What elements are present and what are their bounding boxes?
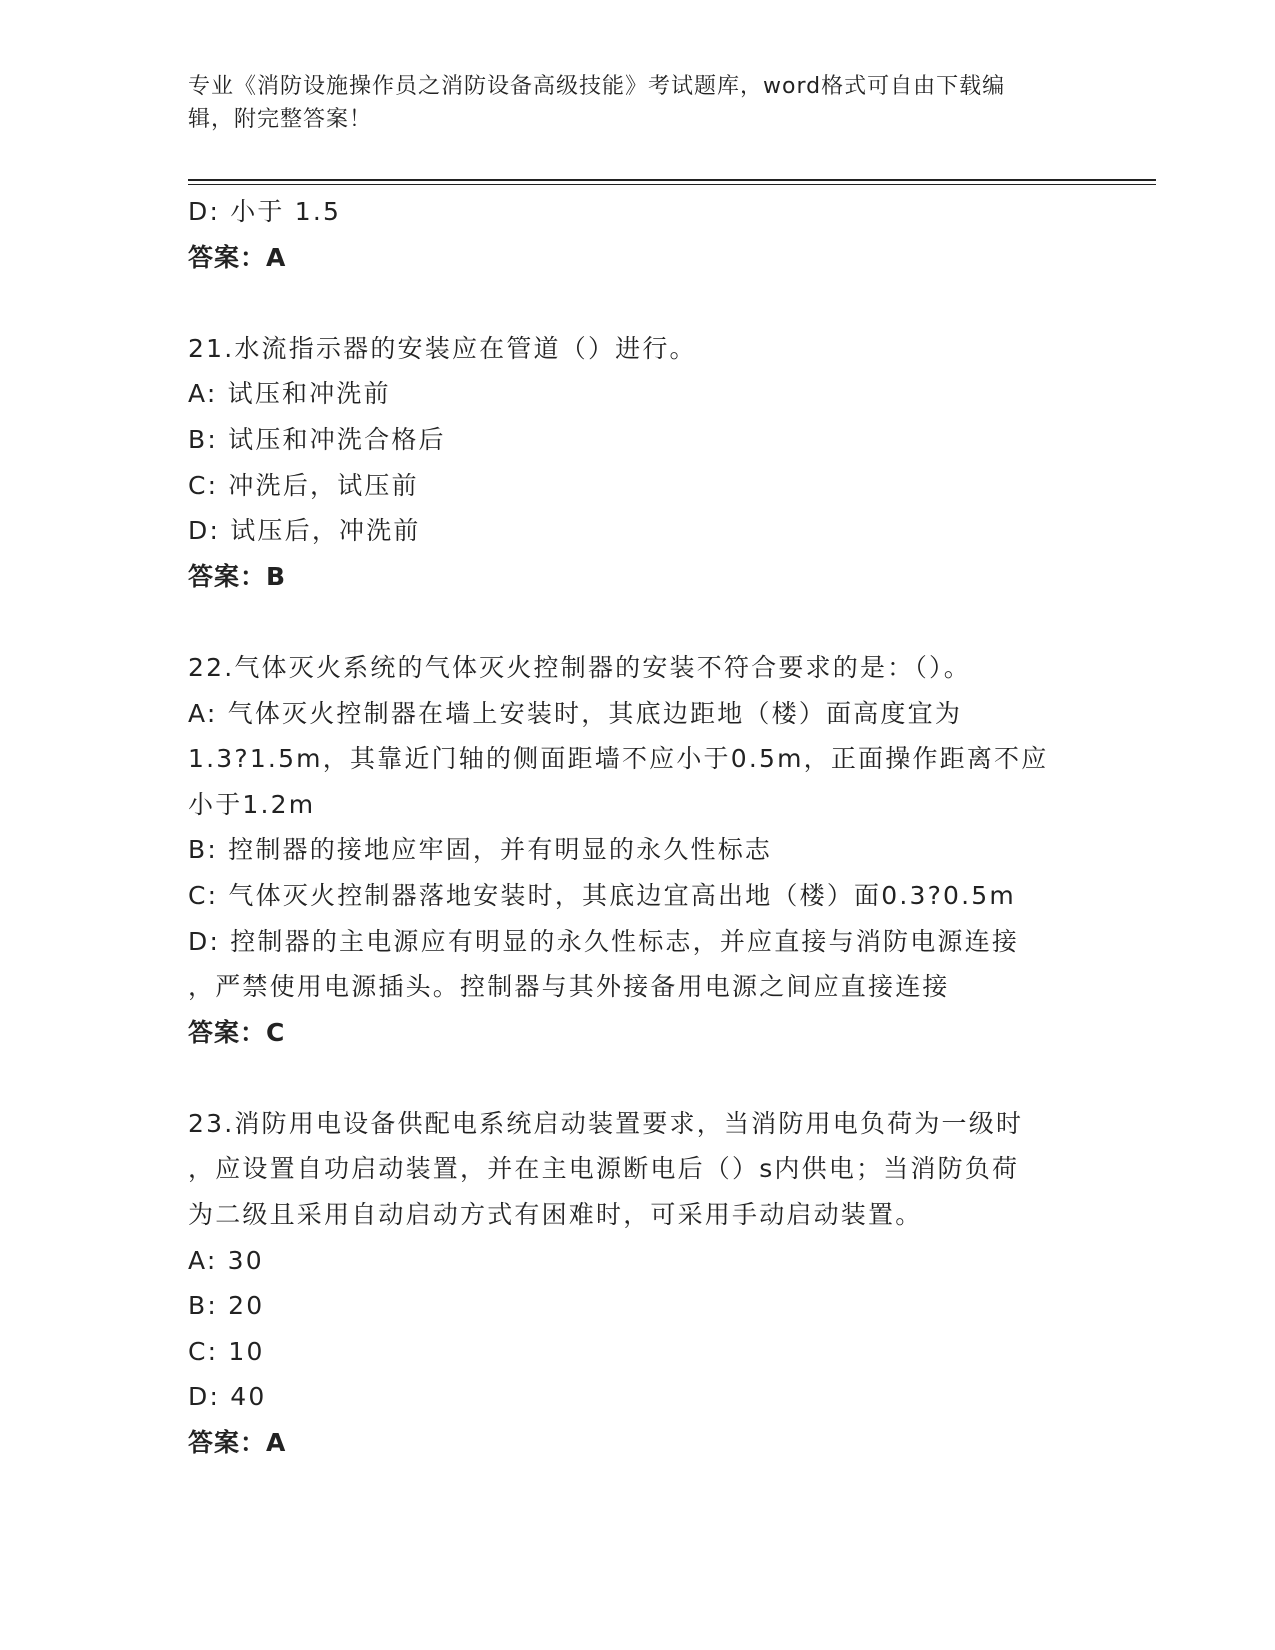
option-a: A: 气体灭火控制器在墙上安装时，其底边距地（楼）面高度宜为 (188, 698, 963, 728)
question-stem-continued: 为二级且采用自动启动方式有困难时，可采用手动启动装置。 (188, 1200, 923, 1230)
answer-line: 答案：B (188, 561, 287, 591)
spacer (188, 1055, 1088, 1101)
previous-question-tail (188, 189, 1088, 280)
question-22 (188, 645, 1088, 1055)
question-content (188, 189, 1088, 1466)
option-b: B: 控制器的接地应牢固，并有明显的永久性标志 (188, 835, 773, 865)
question-stem-continued: ，应设置自功启动装置，并在主电源断电后（）s内供电；当消防负荷 (188, 1154, 1020, 1184)
header-line: 专业《消防设施操作员之消防设备高级技能》考试题库，word格式可自由下载编 (188, 74, 1006, 99)
spacer (188, 280, 1088, 326)
option-c: C: 10 (188, 1336, 265, 1366)
option-d-continued: ，严禁使用电源插头。控制器与其外接备用电源之间应直接连接 (188, 972, 950, 1002)
header-divider (188, 179, 1156, 181)
header-divider-thin (188, 184, 1156, 185)
option-d: D: 控制器的主电源应有明显的永久性标志，并应直接与消防电源连接 (188, 926, 1020, 956)
question-23 (188, 1101, 1088, 1466)
option-d: D: 40 (188, 1382, 267, 1412)
spacer (188, 599, 1088, 645)
question-stem: 21.水流指示器的安装应在管道（）进行。 (188, 333, 697, 363)
answer-line: 答案：C (188, 1017, 286, 1047)
option-a-continued: 小于1.2m (188, 789, 316, 819)
answer-line: 答案：A (188, 242, 287, 272)
option-b: B: 20 (188, 1291, 265, 1321)
option-c: C: 冲洗后，试压前 (188, 470, 419, 500)
answer-line: 答案：A (188, 1428, 287, 1458)
option-b: B: 试压和冲洗合格后 (188, 424, 446, 454)
question-stem: 23.消防用电设备供配电系统启动装置要求，当消防用电负荷为一级时 (188, 1108, 1024, 1138)
option-d: D: 试压后，冲洗前 (188, 516, 421, 546)
option-a: A: 30 (188, 1245, 264, 1275)
option-c: C: 气体灭火控制器落地安装时，其底边宜高出地（楼）面0.3?0.5m (188, 880, 1016, 910)
option-a: A: 试压和冲洗前 (188, 379, 391, 409)
document-header (188, 70, 1068, 136)
question-stem: 22.气体灭火系统的气体灭火控制器的安装不符合要求的是：（）。 (188, 652, 971, 682)
question-21 (188, 326, 1088, 600)
header-line: 辑，附完整答案！ (188, 107, 373, 132)
option-d: D: 小于 1.5 (188, 197, 342, 226)
option-a-continued: 1.3?1.5m，其靠近门轴的侧面距墙不应小于0.5m，正面操作距离不应 (188, 744, 1049, 774)
